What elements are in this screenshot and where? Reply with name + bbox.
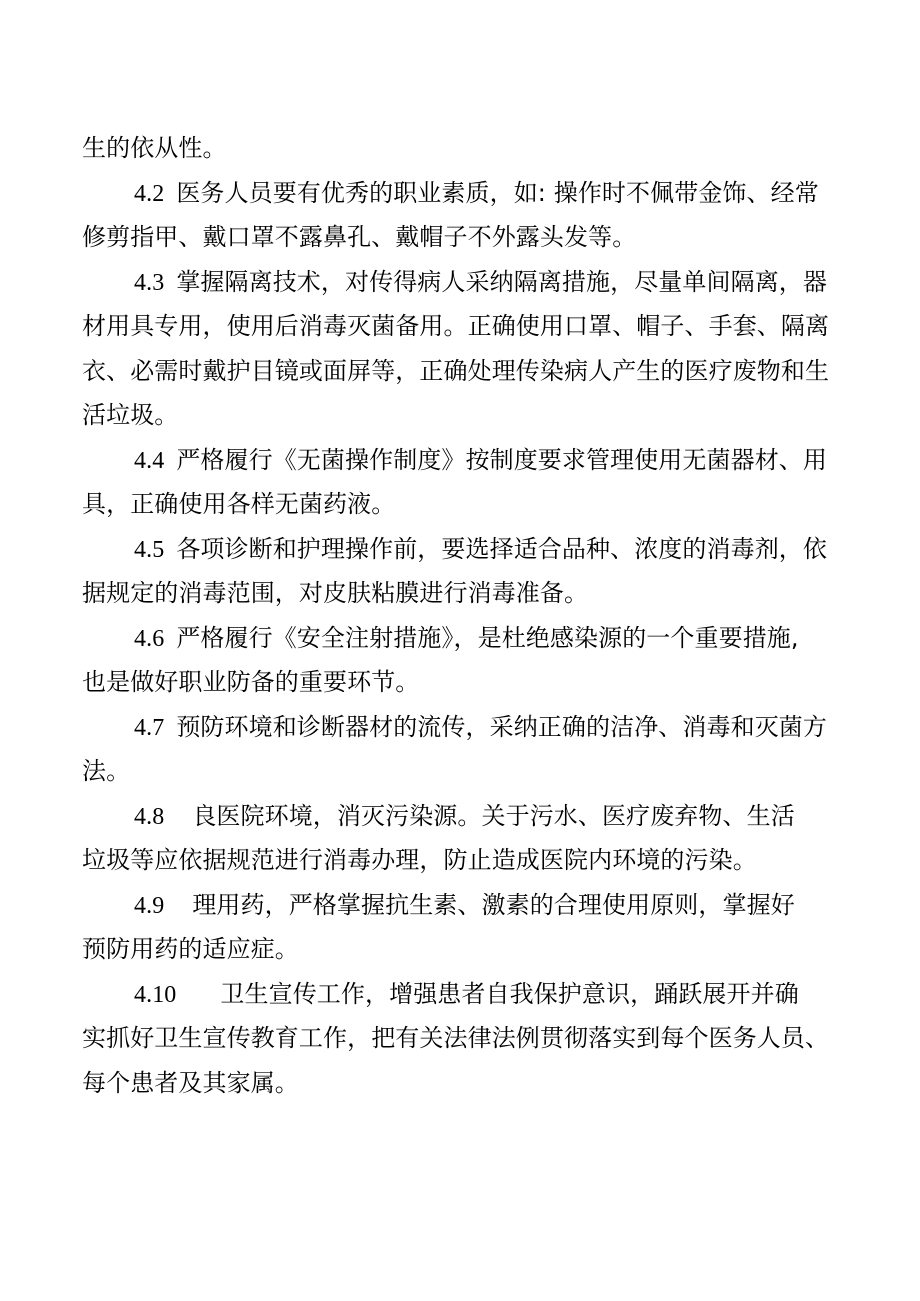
paragraph-text: 各项诊断和护理操作前，要选择适合品种、浓度的消毒剂，依 (176, 534, 828, 563)
item-number: 4.8 (134, 803, 165, 830)
paragraph-text: 理用药，严格掌握抗生素、激素的合理使用原则，掌握好 (192, 890, 795, 919)
paragraph-text: 严格履行《安全注射措施》，是杜绝感染源的一个重要措施, (176, 623, 799, 652)
paragraph-4-9 (82, 883, 842, 972)
paragraph-line (82, 438, 842, 483)
paragraph-line (82, 171, 842, 216)
paragraph-text: 掌握隔离技术，对传得病人采纳隔离措施，尽量单间隔离，器 (176, 267, 828, 296)
paragraph-4-3 (82, 260, 842, 438)
item-number: 4.9 (134, 892, 165, 919)
paragraph-line: 预防用药的适应症。 (82, 935, 299, 963)
paragraph-line (82, 260, 842, 305)
paragraph-line: 据规定的消毒范围，对皮肤粘膜进行消毒准备。 (82, 579, 589, 607)
paragraph-line: 活垃圾。 (82, 401, 179, 429)
paragraph-line (82, 616, 842, 661)
paragraph-4-8 (82, 794, 842, 883)
paragraph-line: 具，正确使用各样无菌药液。 (82, 490, 396, 518)
opening-line: 生的依从性。 (82, 134, 227, 162)
paragraph-4-10 (82, 972, 842, 1106)
item-number: 4.7 (134, 714, 165, 741)
paragraph-text: 严格履行《无菌操作制度》按制度要求管理使用无菌器材、用 (176, 445, 828, 474)
paragraph-line (82, 527, 842, 572)
item-number: 4.3 (134, 269, 165, 296)
item-number: 4.6 (134, 625, 165, 652)
paragraph-line (82, 972, 842, 1017)
paragraph-line: 垃圾等应依据规范进行消毒办理，防止造成医院内环境的污染。 (82, 846, 757, 874)
paragraph-4-7 (82, 705, 842, 794)
paragraph-4-6 (82, 616, 842, 705)
paragraph-text: 卫生宣传工作，增强患者自我保护意识，踊跃展开并确 (220, 979, 799, 1008)
paragraph-line: 法。 (82, 757, 131, 785)
paragraph-4-5 (82, 527, 842, 616)
paragraph-line: 衣、必需时戴护目镜或面屏等，正确处理传染病人产生的医疗废物和生 (82, 356, 830, 385)
paragraph-4-2 (82, 171, 842, 260)
paragraph-text: 良医院环境，消灭污染源。关于污水、医疗废弃物、生活 (192, 801, 795, 830)
paragraph-text: 医务人员要有优秀的职业素质，如: 操作时不佩带金饰、经常 (176, 178, 819, 207)
paragraph-4-4 (82, 438, 842, 527)
paragraph-line (82, 883, 842, 928)
item-number: 4.2 (134, 180, 165, 207)
item-number: 4.5 (134, 536, 165, 563)
paragraph-line: 也是做好职业防备的重要环节。 (82, 668, 420, 696)
paragraph-line: 材用具专用，使用后消毒灭菌备用。正确使用口罩、帽子、手套、隔离 (82, 312, 830, 340)
paragraph-text: 预防环境和诊断器材的流传，采纳正确的洁净、消毒和灭菌方 (176, 712, 828, 741)
item-number: 4.4 (134, 447, 165, 474)
paragraph-line: 修剪指甲、戴口罩不露鼻孔、戴帽子不外露头发等。 (82, 223, 637, 251)
document-page (82, 126, 842, 1105)
item-number: 4.10 (134, 981, 177, 1008)
paragraph-line (82, 705, 842, 750)
paragraph-line (82, 794, 842, 839)
paragraph-line: 实抓好卫生宣传教育工作，把有关法律法例贯彻落实到每个医务人员、 (82, 1024, 830, 1052)
paragraph-line: 每个患者及其家属。 (82, 1068, 299, 1097)
